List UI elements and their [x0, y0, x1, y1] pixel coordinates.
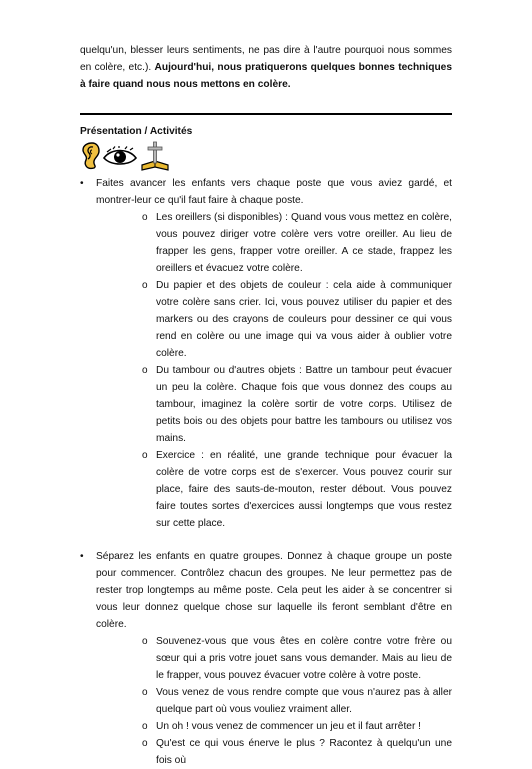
book-cross-icon	[140, 141, 170, 173]
sub-list-item: o Un oh ! vous venez de commencer un jeu et il faut arrêter !	[142, 718, 452, 735]
sub-list-item: o Exercice : en réalité, une grande technique pour évacuer la colère de votre corps est de s'exercer. Vous pouvez courir sur place, faire des sauts-de-mouton, rester débout. Vous pouvez faire toutes sortes d'exercices aussi longtemps que vous restez sur cette place.	[142, 447, 452, 532]
list-item	[80, 548, 452, 769]
sub-list-item: o Du papier et des objets de couleur : cela aide à communiquer votre colère sans crier. Ici, vous pouvez utiliser du papier et des markers ou des crayons de couleurs pour dessiner ce qui vous rend en colère ou une image qui va vous aider à oublier votre colère.	[142, 277, 452, 362]
intro-paragraph	[80, 42, 452, 93]
ear-icon	[80, 142, 100, 172]
document-page	[80, 42, 452, 769]
bullet-text: Faites avancer les enfants vers chaque poste que vous aviez gardé, et montrer-leur ce qu'il faut faire à chaque poste.	[96, 178, 452, 206]
activity-list	[80, 175, 452, 769]
sub-list-item: o Qu'est ce qui vous énerve le plus ? Racontez à quelqu'un une fois où	[142, 735, 452, 769]
section-heading: Présentation / Activités	[80, 126, 193, 137]
sub-list	[96, 633, 452, 769]
intro-text: quelqu'un, blesser leurs sentiments, ne pas dire à l'autre pourquoi nous sommes en colère, etc.).	[80, 45, 452, 73]
list-item	[80, 175, 452, 532]
sub-list-item: o Les oreillers (si disponibles) : Quand vous vous mettez en colère, vous pouvez diriger votre colère vers votre oreiller. Au lieu de frapper les gens, frapper votre oreiller. A ce stade, frappez les oreillers et évacuez votre colère.	[142, 209, 452, 277]
sub-list-item: o Souvenez-vous que vous êtes en colère contre votre frère ou sœur qui a pris votre jouet sans vous demander. Mais au lieu de le frapper, vous pouvez évacuer votre colère à votre poste.	[142, 633, 452, 684]
bullet-text: Séparez les enfants en quatre groupes. Donnez à chaque groupe un poste pour commencer. Contrôlez chacun des groupes. Ne leur permettez pas de rester trop longtemps au même poste. Cela peut les aider à se concentrer si vous leur donnez quelque chose sur laquelle ils feront semblant d'être en colère.	[96, 551, 452, 630]
sub-list	[96, 209, 452, 532]
sub-list-item: o Vous venez de vous rendre compte que vous n'aurez pas à aller quelque part où vous vouliez vraiment aller.	[142, 684, 452, 718]
sub-list-item: o Du tambour ou d'autres objets : Battre un tambour peut évacuer un peu la colère. Chaque fois que vous donnez des coups au tambour, imaginez la colère sortir de votre corps. Utilisez de petits bois ou des objets pour battre les tambours ou utilisez vos mains.	[142, 362, 452, 447]
eye-icon	[103, 146, 137, 168]
section-divider	[80, 113, 452, 115]
activity-icons	[80, 141, 452, 173]
intro-bold-text: Aujourd'hui, nous pratiquerons quelques bonnes techniques à faire quand nous nous mettons en colère.	[80, 62, 453, 90]
